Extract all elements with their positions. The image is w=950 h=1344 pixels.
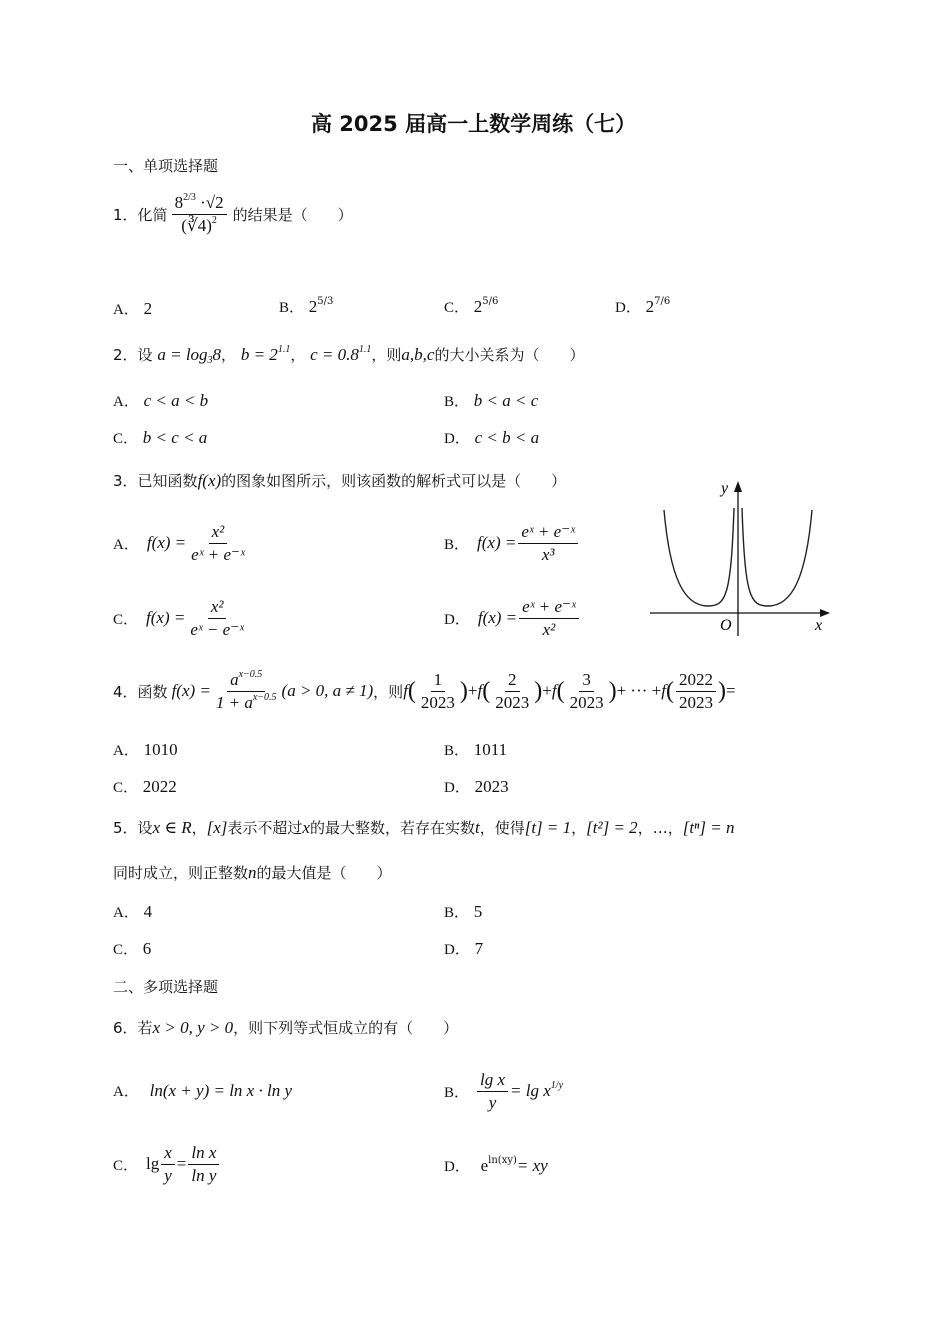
origin-label: O bbox=[720, 617, 732, 634]
option-rhs: = $\lg x^{1/y}$ bbox=[510, 1080, 564, 1101]
option-equals: = bbox=[176, 1154, 187, 1174]
question-text: 已知函数 bbox=[137, 472, 198, 490]
function-graph bbox=[648, 478, 838, 638]
q4-equals: = bbox=[725, 681, 736, 701]
q1-option-b[interactable] bbox=[279, 296, 333, 317]
q3-option-c[interactable] bbox=[113, 597, 249, 639]
q6-option-c[interactable] bbox=[113, 1143, 221, 1185]
page-title: 高 2025 届高一上数学周练（七） bbox=[311, 112, 637, 136]
option-value: ln(x + y) = ln x · ln y bbox=[149, 1081, 292, 1100]
q1-option-d[interactable] bbox=[615, 296, 670, 317]
q1-num-exp: 2/3 bbox=[183, 192, 196, 203]
option-value: 6 bbox=[142, 939, 152, 958]
q4-option-c[interactable] bbox=[113, 776, 177, 797]
q2-option-d[interactable] bbox=[444, 427, 539, 448]
q1-option-a[interactable] bbox=[113, 298, 152, 319]
option-label: A． bbox=[113, 1084, 139, 1100]
option-label: D． bbox=[444, 942, 470, 958]
option-label: C． bbox=[113, 1157, 139, 1174]
right-branch-curve bbox=[742, 508, 812, 606]
q5-option-a[interactable] bbox=[113, 901, 152, 922]
q4-sum-term: f bbox=[551, 681, 557, 701]
option-fraction: $\frac{\text{ln x}}{\text{ln y}}$ bbox=[188, 1143, 219, 1185]
question-text: 若 bbox=[137, 1019, 153, 1037]
x-axis-arrow bbox=[820, 609, 830, 617]
option-fraction: $\frac{\text{x²}}{\text{eˣ − e⁻ˣ}}$ bbox=[190, 597, 244, 639]
option-label: C． bbox=[113, 611, 139, 628]
question-6 bbox=[113, 1017, 458, 1038]
q4-sum-term: f bbox=[403, 681, 408, 701]
left-branch-curve bbox=[664, 508, 734, 606]
option-label: A． bbox=[113, 302, 139, 318]
q4-option-b[interactable] bbox=[444, 739, 507, 760]
q5-option-d[interactable] bbox=[444, 938, 483, 959]
q2-option-b[interactable] bbox=[444, 390, 538, 411]
section-heading-single: 一、单项选择题 bbox=[113, 157, 219, 175]
option-base: 2 bbox=[645, 297, 655, 316]
option-value: 1011 bbox=[473, 740, 508, 759]
q2-option-c[interactable] bbox=[113, 427, 207, 448]
option-label: B． bbox=[444, 394, 470, 410]
q1-den-exp: 2 bbox=[211, 214, 217, 226]
q2-c-expr: $c = 0.8^{1.1}$ bbox=[310, 344, 372, 364]
question-number: 2． bbox=[113, 346, 138, 364]
q4-sum-term: f bbox=[477, 681, 483, 701]
question-text: ，则下列等式恒成立的有（ ） bbox=[233, 1019, 459, 1037]
question-number: 1． bbox=[113, 205, 138, 224]
question-number: 6． bbox=[113, 1019, 138, 1037]
option-label: C． bbox=[113, 431, 139, 447]
question-text: 的图象如图所示，则该函数的解析式可以是（ ） bbox=[221, 472, 567, 490]
option-lhs: lg bbox=[146, 1154, 160, 1174]
q4-function-fraction: $\frac{a^{x-0.5}}{1 + a^{x-0.5}}$ bbox=[215, 669, 277, 712]
question-text: 化简 bbox=[137, 205, 168, 224]
option-label: A． bbox=[113, 394, 139, 410]
q1-num-base: 8 bbox=[174, 193, 184, 212]
q1-option-c[interactable] bbox=[444, 296, 498, 317]
option-label: D． bbox=[444, 611, 470, 628]
option-fraction: $\frac{\text{lg x}}{y}$ bbox=[477, 1070, 508, 1112]
question-text: ，则 bbox=[371, 346, 402, 364]
option-exp: 5/3 bbox=[317, 296, 334, 307]
option-lhs: f(x) = bbox=[146, 533, 187, 553]
option-value: 5 bbox=[473, 902, 483, 921]
option-value: 1010 bbox=[143, 740, 178, 759]
option-label: D． bbox=[444, 1159, 470, 1175]
q1-num-mid: · bbox=[200, 193, 206, 212]
q4-ellipsis: + ··· + bbox=[616, 681, 662, 701]
y-axis-arrow bbox=[734, 481, 742, 492]
option-lhs: f(x) = bbox=[477, 608, 518, 628]
q4-sum-fraction: $\frac{2022}{2023}$ bbox=[676, 670, 716, 712]
question-text: 函数 bbox=[137, 682, 168, 701]
option-label: A． bbox=[113, 905, 139, 921]
q1-expression bbox=[172, 193, 227, 235]
option-value: 4 bbox=[143, 902, 153, 921]
option-exp: ln(xy) bbox=[488, 1155, 517, 1166]
option-label: D． bbox=[444, 431, 470, 447]
option-fraction: $\frac{\text{x²}}{\text{eˣ + e⁻ˣ}}$ bbox=[191, 522, 245, 564]
option-lhs: f(x) = bbox=[477, 533, 517, 553]
q4-lhs: f(x) = bbox=[171, 681, 211, 701]
option-fraction: $\frac{\text{eˣ + e⁻ˣ}}{\text{x²}}$ bbox=[519, 597, 579, 639]
q6-condition: x > 0, y > 0 bbox=[152, 1018, 234, 1037]
option-label: D． bbox=[615, 300, 641, 316]
option-value: b < a < c bbox=[473, 391, 539, 410]
question-3 bbox=[113, 470, 566, 491]
q6-option-a[interactable] bbox=[113, 1080, 292, 1101]
option-fraction: $\frac{\text{eˣ + e⁻ˣ}}{\text{x³}}$ bbox=[518, 522, 578, 564]
section-heading-multi: 二、多项选择题 bbox=[113, 978, 219, 996]
option-value: 2023 bbox=[474, 777, 509, 796]
question-text-suffix: 的结果是（ ） bbox=[232, 205, 353, 224]
option-label: B． bbox=[444, 536, 470, 553]
option-label: C． bbox=[113, 942, 139, 958]
q4-option-d[interactable] bbox=[444, 776, 509, 797]
option-value: b < c < a bbox=[142, 428, 208, 447]
question-number: 3． bbox=[113, 472, 138, 490]
question-text: 设 bbox=[137, 819, 153, 837]
q4-option-a[interactable] bbox=[113, 739, 178, 760]
q5-option-c[interactable] bbox=[113, 938, 151, 959]
q4-sum-fraction: $\frac{1}{2023}$ bbox=[420, 670, 455, 712]
option-value: c < a < b bbox=[143, 391, 209, 410]
question-4: 4． 函数 f(x) = $\frac{a^{x-0.5}}{1 + a^{x-0.5}}$ (a > 0, a ≠ 1) ，则 f ( $\frac{1}{2023}$ ) + f ( $\frac{2}{2023}$ ) + f ( $\frac{3}{2023}$ ) + ··· + f ( $\frac{2022}{2023}$ ) = bbox=[113, 669, 736, 712]
option-label: B． bbox=[444, 905, 470, 921]
question-number: 4． bbox=[113, 682, 138, 701]
option-value: c < b < a bbox=[474, 428, 540, 447]
q4-sum-term: f bbox=[661, 681, 666, 701]
x-axis-label: x bbox=[815, 617, 823, 634]
option-exp: 7/6 bbox=[654, 296, 671, 307]
option-label: A． bbox=[113, 743, 139, 759]
q4-sum-fraction: $\frac{2}{2023}$ bbox=[495, 670, 530, 712]
option-label: B． bbox=[279, 300, 305, 316]
q5-option-b[interactable] bbox=[444, 901, 482, 922]
option-value: 2022 bbox=[142, 777, 177, 796]
y-axis-label: y bbox=[721, 480, 729, 497]
question-text: 设 bbox=[137, 346, 153, 364]
question-text: ，则 bbox=[373, 682, 404, 701]
q6-option-b[interactable] bbox=[444, 1070, 563, 1112]
option-label: D． bbox=[444, 780, 470, 796]
question-1 bbox=[113, 193, 353, 235]
q4-sum-fraction: $\frac{3}{2023}$ bbox=[569, 670, 604, 712]
question-5-line-2: 同时成立，则正整数n的最大值是（ ） bbox=[113, 863, 392, 882]
option-label: C． bbox=[444, 300, 470, 316]
option-lhs: f(x) = bbox=[146, 608, 186, 628]
q3-fx: f(x) bbox=[197, 471, 222, 490]
option-label: B． bbox=[444, 743, 470, 759]
option-label: A． bbox=[113, 536, 139, 553]
q2-option-a[interactable] bbox=[113, 390, 208, 411]
option-base: e bbox=[480, 1156, 489, 1175]
q1-den: (∛4) bbox=[181, 215, 212, 235]
question-number: 5． bbox=[113, 819, 138, 837]
question-text: 的大小关系为（ ） bbox=[434, 346, 585, 364]
q2-a-expr: $a = \log_38$ bbox=[157, 345, 222, 366]
q3-option-d[interactable] bbox=[444, 597, 581, 639]
option-label: C． bbox=[113, 780, 139, 796]
question-2: 2．设 $a = \log_38$， $b = 2^{1.1}$， $c = 0.8^{1.1}$，则a,b,c的大小关系为（ ） bbox=[113, 344, 585, 366]
q2-vars: a,b,c bbox=[401, 345, 435, 364]
q2-b-expr: $b = 2^{1.1}$ bbox=[240, 344, 291, 364]
q3-option-b[interactable] bbox=[444, 522, 580, 564]
option-value: 2 bbox=[143, 299, 153, 318]
q6-option-d[interactable] bbox=[444, 1155, 548, 1176]
option-base: 2 bbox=[473, 297, 483, 316]
option-rhs: = xy bbox=[516, 1156, 548, 1175]
question-5-line-1: 5．设x ∈ R，[x]表示不超过x的最大整数，若存在实数t，使得[t] = 1，[t²] = 2，…，[tⁿ] = n bbox=[113, 818, 735, 837]
option-value: 7 bbox=[474, 939, 484, 958]
option-label: B． bbox=[444, 1084, 470, 1101]
option-fraction: $\frac{x}{y}$ bbox=[161, 1143, 175, 1185]
q4-condition: (a > 0, a ≠ 1) bbox=[281, 681, 374, 701]
option-exp: 5/6 bbox=[482, 296, 499, 307]
option-base: 2 bbox=[308, 297, 318, 316]
q1-num-root: √2 bbox=[205, 193, 224, 212]
q3-option-a[interactable] bbox=[113, 522, 250, 564]
